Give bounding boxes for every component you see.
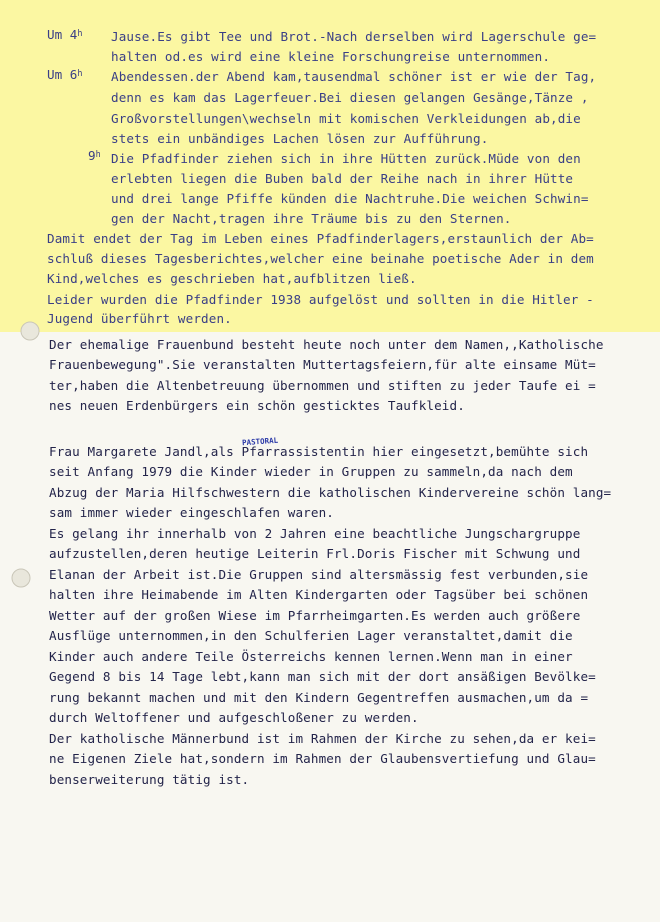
text-line: Wetter auf der großen Wiese im Pfarrheimgarten.Es werden auch größere	[49, 608, 581, 623]
text-line: Frau Margarete Jandl,als Pfarrassistentin hier eingesetzt,bemühte sich	[49, 444, 589, 459]
text-line: seit Anfang 1979 die Kinder wieder in Gruppen zu sammeln,da nach dem	[49, 464, 573, 479]
handwritten-annotation: PASTORAL	[241, 435, 279, 448]
text-line: Abendessen.der Abend kam,tausendmal schöner ist er wie der Tag,	[111, 69, 597, 84]
text-line: ne Eigenen Ziele hat,sondern im Rahmen der Glaubensvertiefung und Glau=	[49, 751, 596, 766]
text-line: halten od.es wird eine kleine Forschungreise unternommen.	[111, 49, 551, 64]
time-label-9h: 9$^h$	[88, 148, 101, 163]
text-line: Der ehemalige Frauenbund besteht heute noch unter dem Namen,,Katholische	[49, 337, 604, 352]
text-line: Der katholische Männerbund ist im Rahmen der Kirche zu sehen,da er kei=	[49, 731, 596, 746]
text-line: Jause.Es gibt Tee und Brot.-Nach derselben wird Lagerschule ge=	[111, 29, 597, 44]
text-line: Gegend 8 bis 14 Tage lebt,kann man sich mit der dort ansäßigen Bevölke=	[49, 669, 596, 684]
text-line: Frauenbewegung".Sie veranstalten Muttertagsfeiern,für alte einsame Müt=	[49, 357, 596, 372]
text-line: halten ihre Heimabende im Alten Kindergarten oder Tagsüber bei schönen	[49, 587, 589, 602]
text-line: gen der Nacht,tragen ihre Träume bis zu den Sternen.	[111, 211, 512, 226]
text-line: stets ein unbändiges Lachen lösen zur Aufführung.	[111, 131, 489, 146]
text-line: Abzug der Maria Hilfschwestern die katholischen Kindervereine schön lang=	[49, 485, 612, 500]
text-line: aufzustellen,deren heutige Leiterin Frl.Doris Fischer mit Schwung und	[49, 546, 581, 561]
punch-hole-bottom	[12, 569, 30, 587]
text-line: Damit endet der Tag im Leben eines Pfadfinderlagers,erstaunlich der Ab=	[47, 231, 594, 246]
text-line: Kinder auch andere Teile Österreichs kennen lernen.Wenn man in einer	[49, 649, 573, 664]
text-line: Leider wurden die Pfadfinder 1938 aufgelöst und sollten in die Hitler -	[47, 292, 594, 307]
text-line: Großvorstellungen\wechseln mit komischen Verkleidungen ab,die	[111, 111, 581, 126]
text-line: Die Pfadfinder ziehen sich in ihre Hütten zurück.Müde von den	[111, 151, 581, 166]
text-line: rung bekannt machen und mit den Kindern Gegentreffen ausmachen,um da =	[49, 690, 589, 705]
text-line: Ausflüge unternommen,in den Schulferien Lager veranstaltet,damit die	[49, 628, 573, 643]
text-line: durch Weltoffener und aufgeschloßener zu werden.	[49, 710, 419, 725]
time-label-4h: Um 4$^h$	[47, 27, 83, 42]
text-line: schluß dieses Tagesberichtes,welcher eine beinahe poetische Ader in dem	[47, 251, 594, 266]
text-line: benserweiterung tätig ist.	[49, 772, 250, 787]
text-line: und drei lange Pfiffe künden die Nachtruhe.Die weichen Schwin=	[111, 191, 589, 206]
text-line: Jugend überführt werden.	[47, 311, 232, 326]
text-line: Es gelang ihr innerhalb von 2 Jahren eine beachtliche Jungschargruppe	[49, 526, 581, 541]
text-line: ter,haben die Altenbetreuung übernommen und stiften zu jeder Taufe ei =	[49, 378, 596, 393]
text-line: denn es kam das Lagerfeuer.Bei diesen gelangen Gesänge,Tänze ,	[111, 90, 589, 105]
text-line: Elanan der Arbeit ist.Die Gruppen sind altersmässig fest verbunden,sie	[49, 567, 589, 582]
text-line: nes neuen Erdenbürgers ein schön gesticktes Taufkleid.	[49, 398, 465, 413]
text-line: sam immer wieder eingeschlafen waren.	[49, 505, 334, 520]
text-line: erlebten liegen die Buben bald der Reihe nach in ihrer Hütte	[111, 171, 574, 186]
text-line: Kind,welches es geschrieben hat,aufblitzen ließ.	[47, 271, 417, 286]
time-label-6h: Um 6$^h$	[47, 67, 83, 82]
